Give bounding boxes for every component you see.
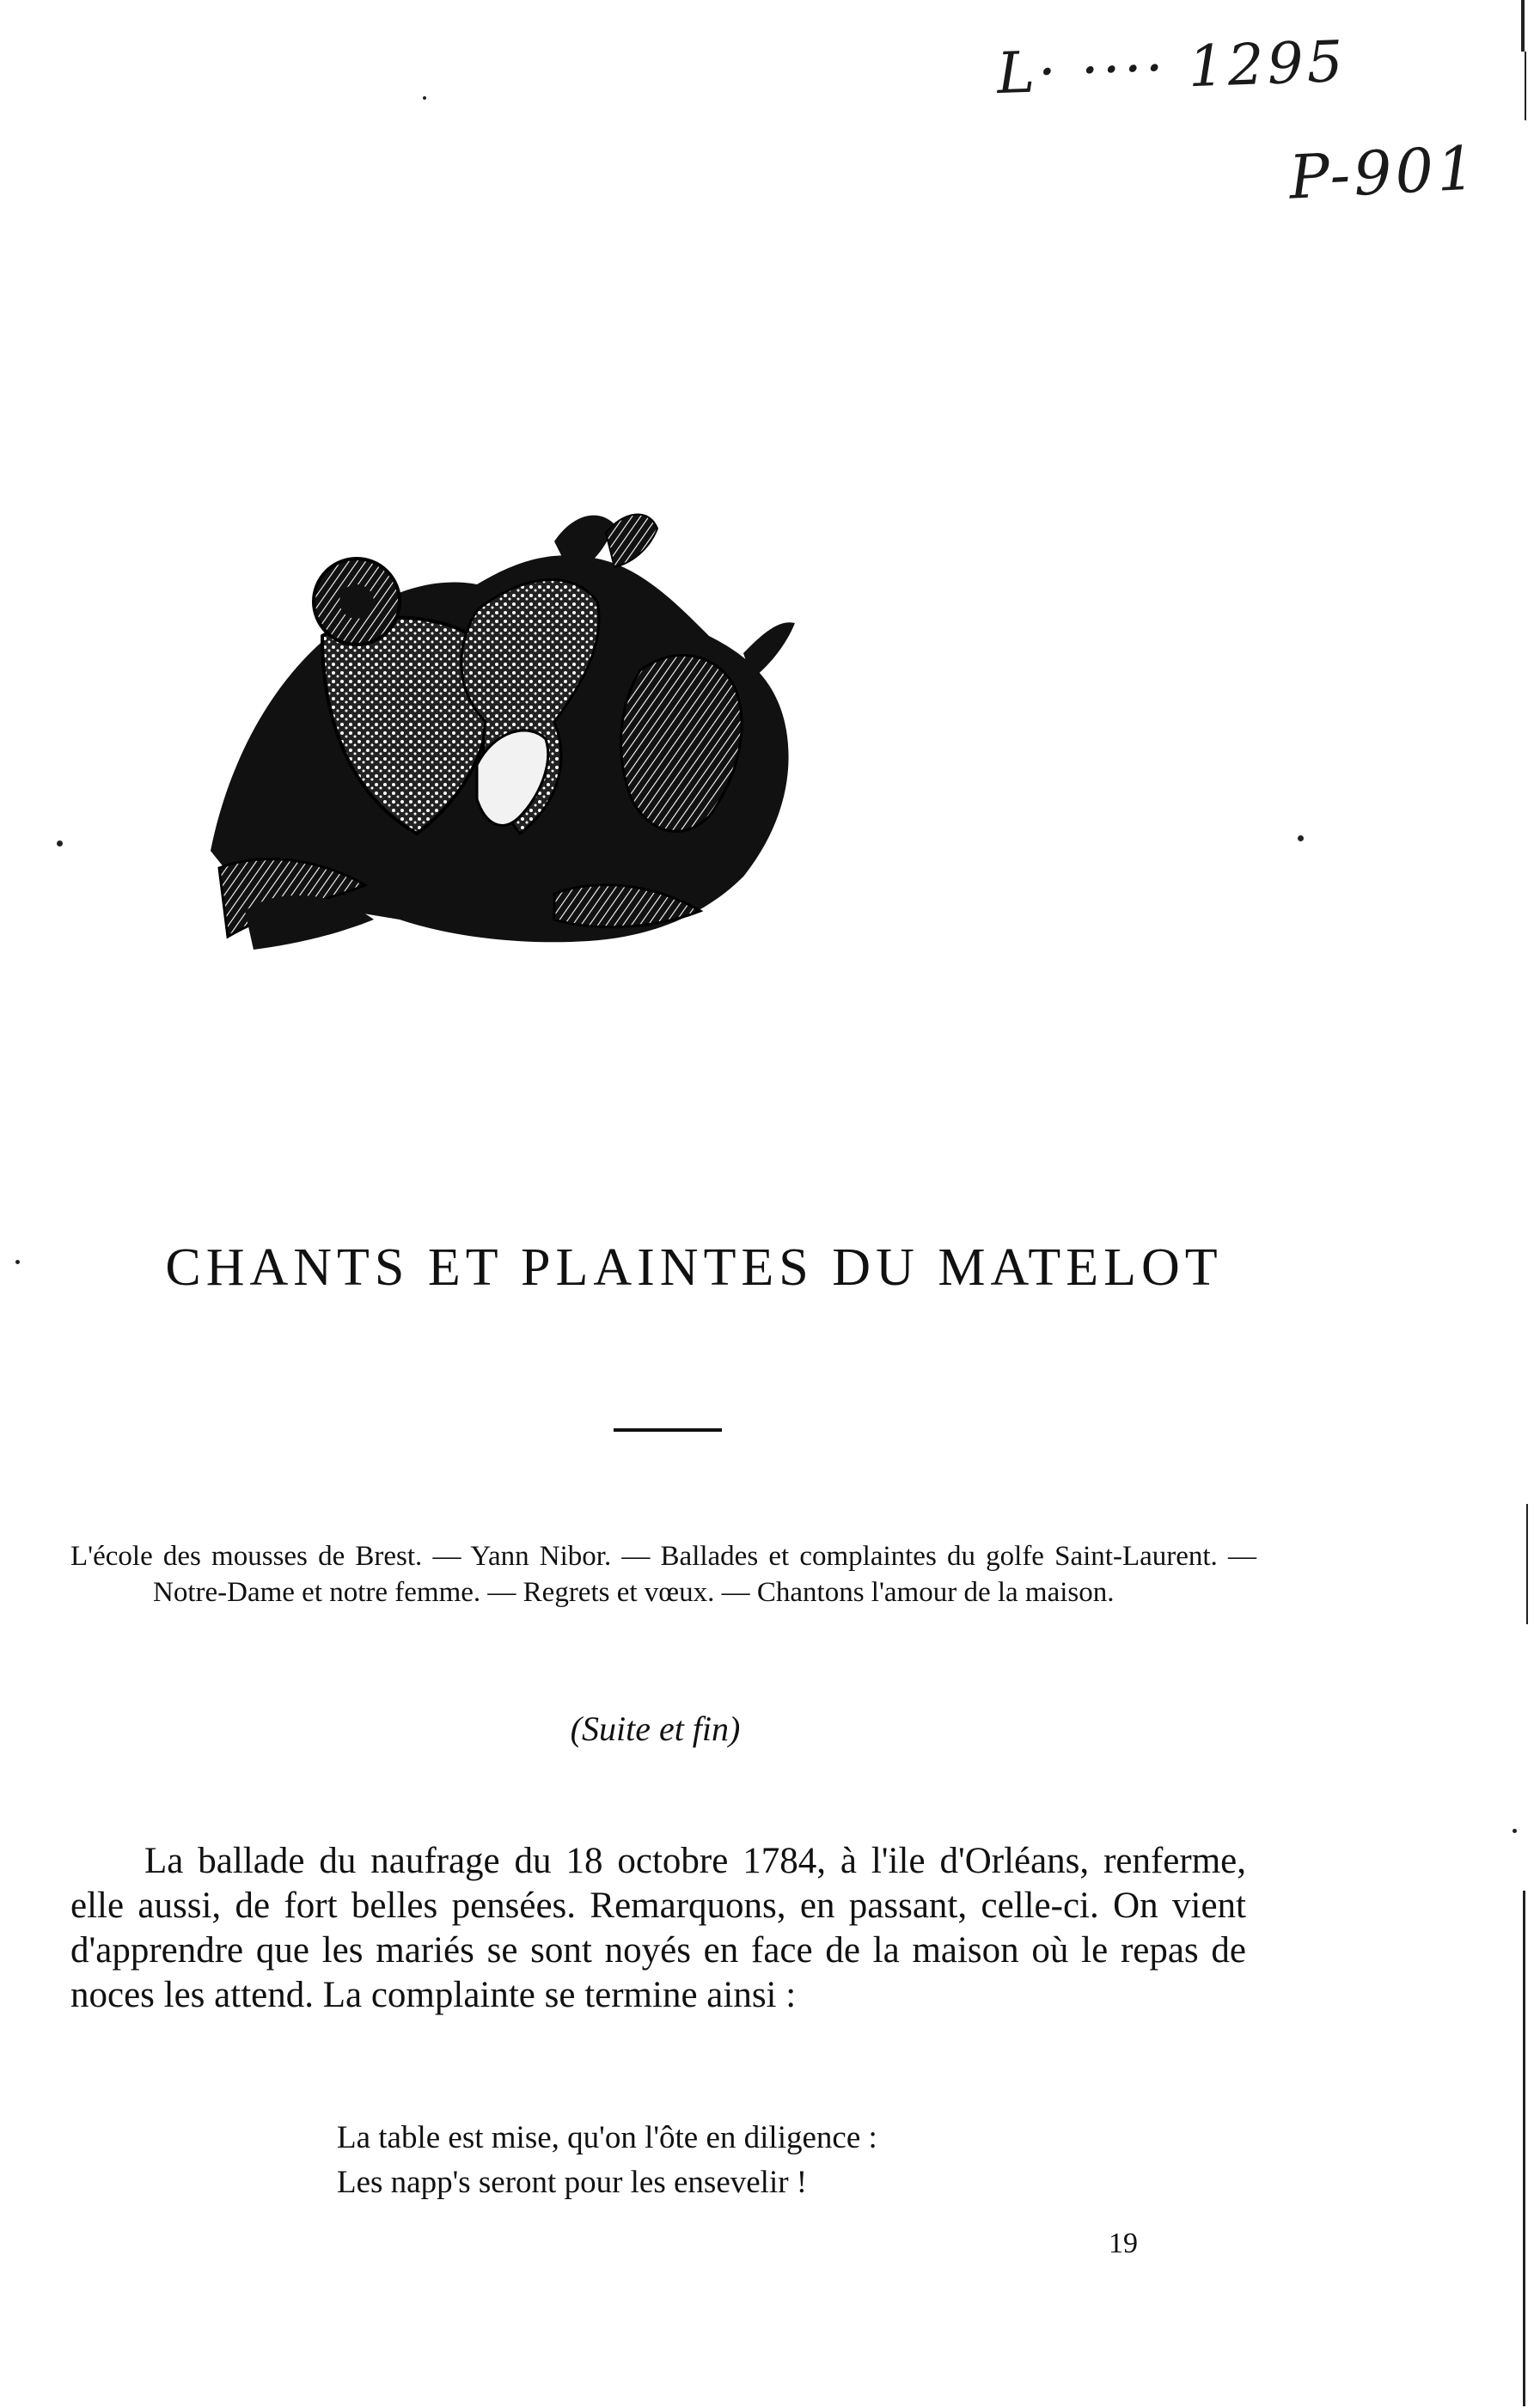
binding-edge-mark [1521, 0, 1525, 52]
handwritten-annotation-line-2: P-901 [1287, 132, 1481, 213]
engraved-vignette-icon [193, 507, 812, 954]
title-divider [614, 1428, 722, 1432]
chapter-summary: L'école des mousses de Brest. — Yann Nibor. — Ballades et complaintes du golfe Saint-Laurent. — Notre-Dame et notre femme. — Regrets et vœux. — Chantons l'amour de la maison. [70, 1541, 1256, 1608]
scan-speck [1513, 1829, 1517, 1833]
scan-speck [1298, 835, 1304, 841]
verse-line: La table est mise, qu'on l'ôte en diligence : [337, 2120, 877, 2155]
continuation-subtitle: (Suite et fin) [570, 1709, 741, 1748]
binding-edge-mark [1523, 1891, 1525, 2406]
article-title: CHANTS ET PLAINTES DU MATELOT [165, 1238, 1223, 1297]
binding-edge-mark [1525, 52, 1526, 120]
verse-quote [337, 2116, 877, 2205]
binding-edge-mark [1526, 1504, 1528, 1624]
body-paragraph: La ballade du naufrage du 18 octobre 1784, à l'ile d'Orléans, renferme, elle aussi, de fort belles pensées. Remarquons, en passant, celle-ci. On vient d'apprendre que les mariés se sont noyés en face de la maison où le repas de noces les attend. La complainte se termine ainsi : [70, 1841, 1246, 2015]
page-number: 19 [1109, 2228, 1138, 2259]
scan-speck [57, 840, 63, 846]
scan-speck [423, 96, 426, 100]
verse-line: Les napp's seront pour les ensevelir ! [337, 2165, 808, 2200]
handwritten-annotation-line-1: L· ···· 1295 [995, 28, 1348, 107]
